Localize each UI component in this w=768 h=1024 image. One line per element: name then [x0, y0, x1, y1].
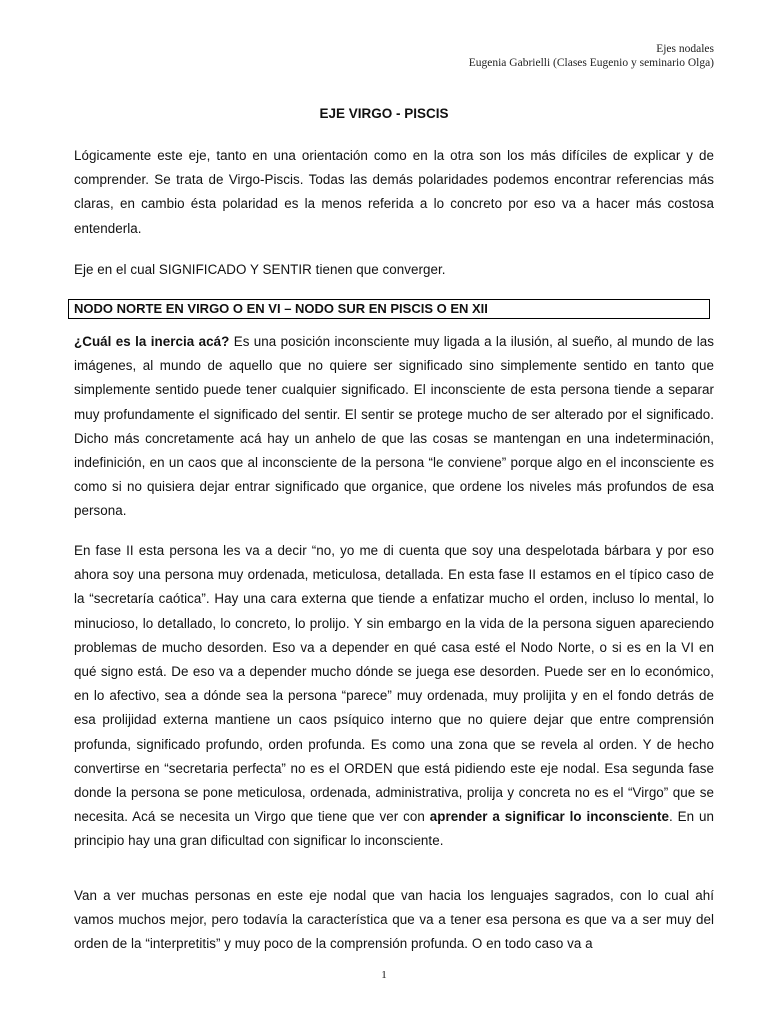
paragraph-span: En fase II esta persona les va a decir “no, yo me di cuenta que soy una despelotada bárbara y por eso ahora soy una persona muy ordenada, meticulosa, detallada. En esta fase II estamos en el típico caso de la “secretaría caótica”. Hay una cara externa que tiende a enfatizar mucho el orden, incluso lo mental, lo minucioso, lo detallado, lo concreto, lo prolijo. Y sin embargo en la vida de la persona siguen apareciendo problemas de mucho desorden. Eso va a depender en qué casa esté el Nodo Norte, o si es en la VI en qué signo está. De eso va a depender mucho dónde se juega ese desorden. Puede ser en lo económico, en lo afectivo, sea a dónde sea la persona “parece” muy ordenada, muy prolijita y en el fondo detrás de esa prolijidad externa mantiene un caos psíquico interno que no quiere dejar que entre comprensión profunda, significado profundo, orden profunda. Es como una zona que se revela al orden. Y de hecho convertirse en “secretaria perfecta” no es el ORDEN que está pidiendo este eje nodal. Esa segunda fase donde la persona se pone meticulosa, ordenada, administrativa, prolija y concreta no es el “Virgo” que se necesita. Acá se necesita un Virgo que tiene que ver con — [74, 543, 714, 825]
paragraph-intro — [74, 144, 714, 241]
bold-phrase: aprender a significar lo inconsciente — [429, 809, 669, 825]
paragraph-text: Van a ver muchas personas en este eje nodal que van hacia los lenguajes sagrados, con lo cual ahí vamos muchos mejor, pero todavía la característica que va a tener esa persona es que va a ser muy del orden de la “interpretitis” y muy poco de la comprensión profunda. O en todo caso va a — [74, 888, 714, 952]
bold-question: ¿Cuál es la inercia acá? — [74, 334, 230, 349]
header-title: Ejes nodales — [656, 43, 714, 55]
paragraph-sacred-languages — [74, 884, 714, 957]
document-title: EJE VIRGO - PISCIS — [319, 106, 449, 121]
section-heading: NODO NORTE EN VIRGO O EN VI – NODO SUR EN PISCIS O EN XII — [68, 299, 710, 319]
paragraph-text: Eje en el cual SIGNIFICADO Y SENTIR tienen que converger. — [74, 262, 446, 277]
page-number: 1 — [381, 969, 387, 981]
paragraph-text — [74, 539, 714, 854]
paragraph-axis — [74, 258, 714, 282]
paragraph-phase-two — [74, 539, 714, 854]
header-author: Eugenia Gabrielli (Clases Eugenio y seminario Olga) — [468, 57, 714, 69]
page-header — [469, 42, 714, 70]
paragraph-span: . En un principio hay una gran dificultad con significar lo inconsciente. — [74, 809, 714, 849]
paragraph-span: Es una posición inconsciente muy ligada a la ilusión, al sueño, al mundo de las imágenes, al mundo de aquello que no quiere ser significado sino simplemente sentido en tanto que simplemente sentido puede tener cualquier significado. El inconsciente de esta persona tiende a separar muy profundamente el significado del sentir. El sentir se protege mucho de ser alterado por el significado. Dicho más concretamente acá hay un anhelo de que las cosas se mantengan en una indeterminación, indefinición, en un caos que al inconsciente de la persona “le conviene” porque algo en el inconsciente es como si no quisiera dejar entrar significado que organice, que ordene los niveles más profundos de esa persona. — [74, 334, 714, 519]
paragraph-text — [74, 330, 714, 524]
paragraph-text: Lógicamente este eje, tanto en una orientación como en la otra son los más difíciles de explicar y de comprender. Se trata de Virgo-Piscis. Todas las demás polaridades podemos encontrar referencias más claras, en cambio ésta polaridad es la menos referida a lo concreto por eso va a hacer más costosa entenderla. — [74, 148, 714, 236]
paragraph-inertia — [74, 330, 714, 524]
